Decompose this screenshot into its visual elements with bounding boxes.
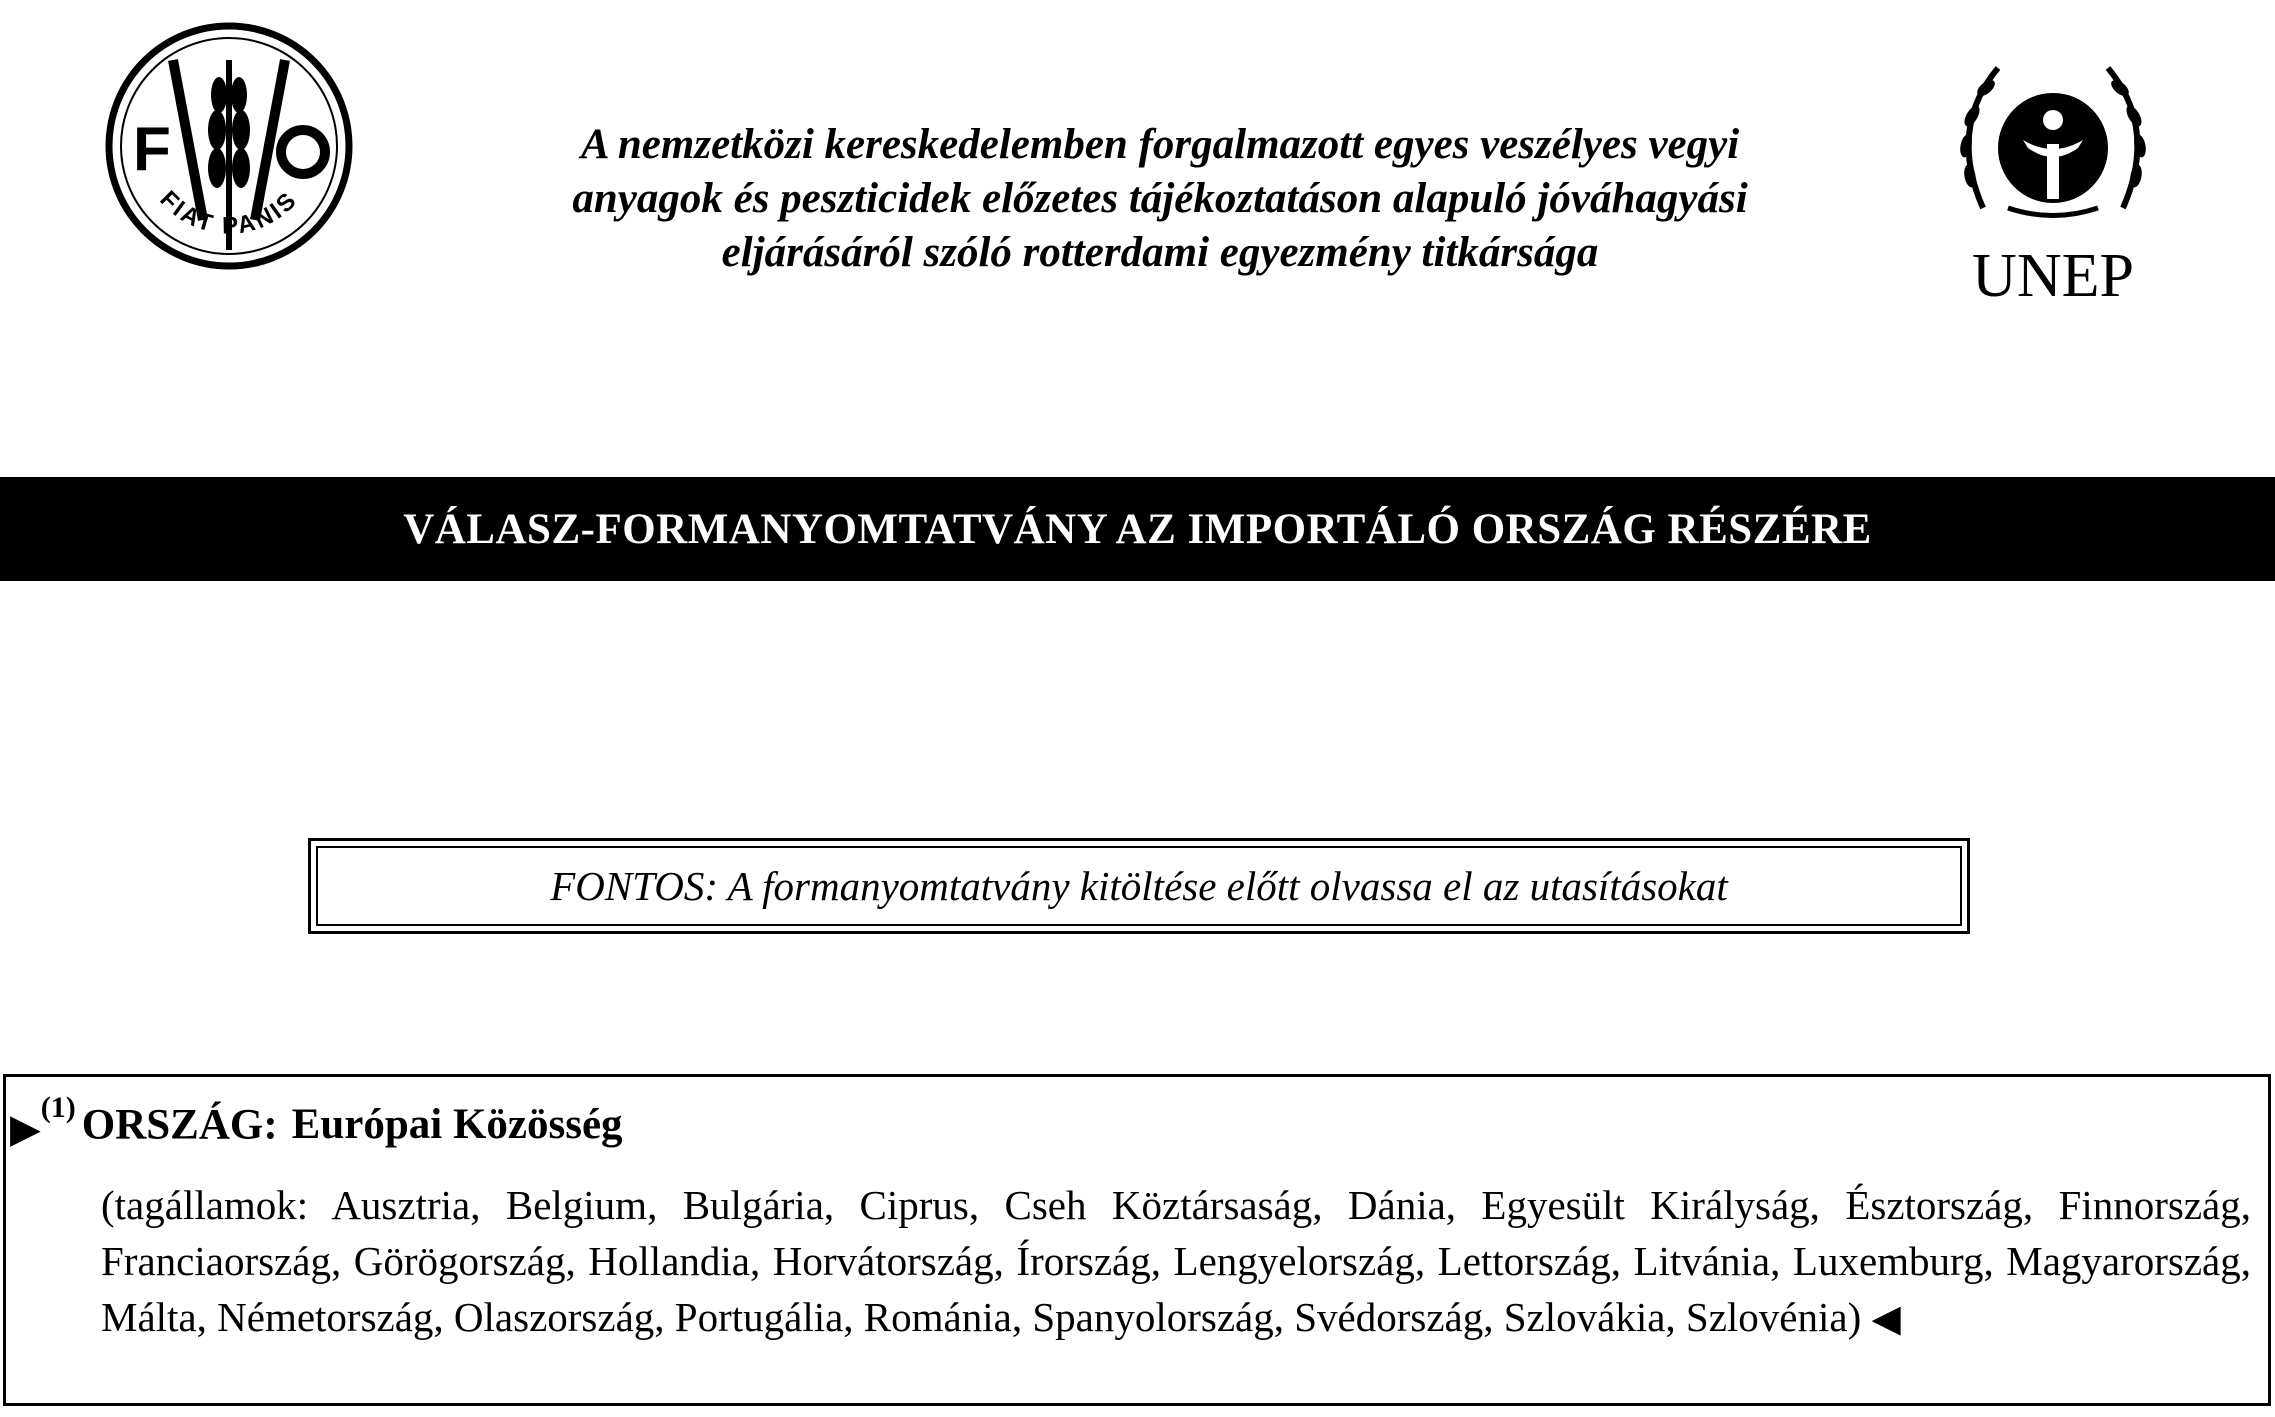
title-line-1: A nemzetközi kereskedelemben forgalmazott egyes veszélyes vegyi <box>580 121 1740 168</box>
title-line-3: eljárásáról szóló rotterdami egyezmény titkársága <box>721 229 1599 276</box>
form-title: VÁLASZ-FORMANYOMTATVÁNY AZ IMPORTÁLÓ ORSZÁG RÉSZÉRE <box>403 505 1872 553</box>
amendment-start-marker: ▶ <box>10 1105 41 1151</box>
unep-label: UNEP <box>1972 242 2134 308</box>
country-section <box>3 1074 2271 1406</box>
form-title-banner <box>0 477 2275 581</box>
svg-text:FIAT PANIS: FIAT PANIS <box>154 185 304 240</box>
important-notice-text: FONTOS: A formanyomtatvány kitöltése előtt olvassa el az utasításokat <box>550 863 1728 909</box>
member-states-text <box>101 1177 2251 1347</box>
important-notice-inner <box>316 846 1962 926</box>
member-states-list: (tagállamok: Ausztria, Belgium, Bulgária, Ciprus, Cseh Köztársaság, Dánia, Egyesült Királyság, Észtország, Finnország, Franciaország, Görögország, Hollandia, Horvátország, Írország, Lengyelország, Lettország, Litvánia, Luxemburg, Magyarország, Málta, Németország, Olaszország, Portugália, Románia, Spanyolország, Svédország, Szlovákia, Szlovénia) <box>101 1182 2251 1340</box>
country-heading <box>10 1091 623 1152</box>
fao-logo <box>103 20 355 272</box>
amendment-end-marker: ◀ <box>1871 1298 1901 1340</box>
secretariat-title <box>420 118 1900 280</box>
country-label: ORSZÁG: <box>81 1101 278 1149</box>
country-value: Európai Közösség <box>291 1101 623 1149</box>
important-notice-box <box>308 838 1970 934</box>
unep-logo <box>1938 48 2168 308</box>
field-number: (1) <box>40 1091 76 1124</box>
title-line-2: anyagok és peszticidek előzetes tájékoztatáson alapuló jóváhagyási <box>572 175 1748 222</box>
svg-text:F: F <box>133 115 171 184</box>
